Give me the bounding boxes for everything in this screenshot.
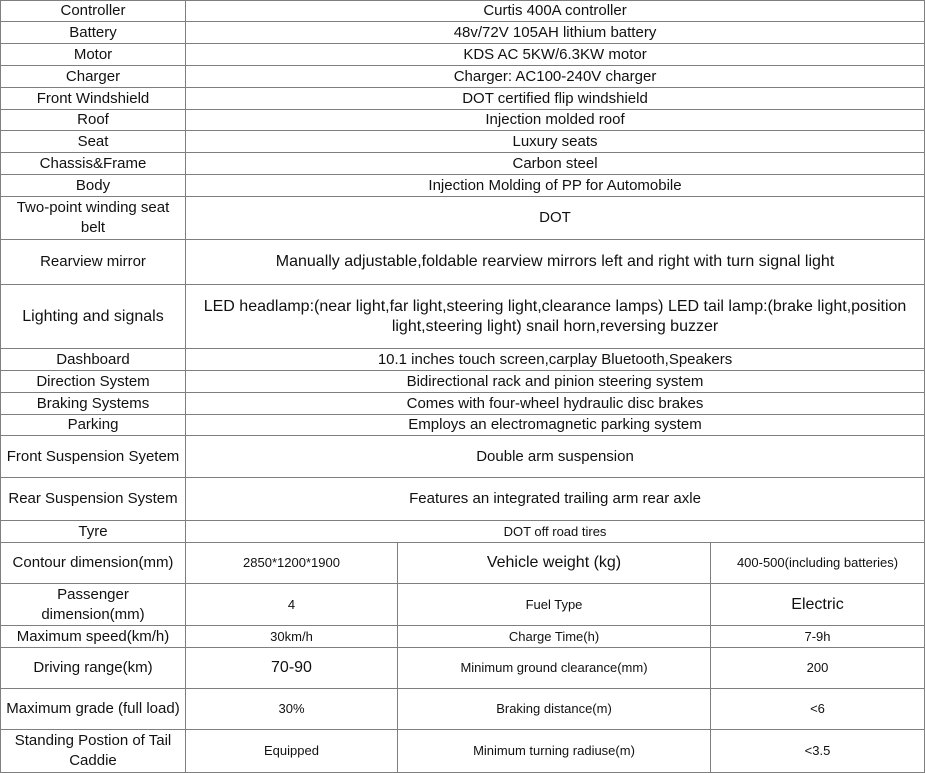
spec-label: Driving range(km) — [1, 648, 186, 689]
spec-label: Standing Postion of Tail Caddie — [1, 730, 186, 773]
table-row — [1, 197, 925, 240]
spec-value: 7-9h — [711, 626, 925, 648]
spec-label: Front Windshield — [1, 88, 186, 110]
spec-label: Maximum grade (full load) — [1, 689, 186, 730]
spec-label: Braking distance(m) — [398, 689, 711, 730]
spec-value: 4 — [186, 584, 398, 626]
spec-value: <6 — [711, 689, 925, 730]
spec-label: Two-point winding seat belt — [1, 197, 186, 240]
spec-label: Dashboard — [1, 349, 186, 371]
spec-label: Braking Systems — [1, 393, 186, 415]
table-row — [1, 153, 925, 175]
spec-label: Lighting and signals — [1, 285, 186, 349]
spec-label: Charger — [1, 66, 186, 88]
table-row — [1, 285, 925, 349]
spec-label: Contour dimension(mm) — [1, 543, 186, 584]
spec-value: 2850*1200*1900 — [186, 543, 398, 584]
spec-label: Direction System — [1, 371, 186, 393]
table-row — [1, 66, 925, 88]
spec-value: 30km/h — [186, 626, 398, 648]
spec-label: Controller — [1, 1, 186, 22]
table-row — [1, 393, 925, 415]
spec-value: Bidirectional rack and pinion steering system — [186, 371, 925, 393]
table-row — [1, 521, 925, 543]
spec-value: 48v/72V 105AH lithium battery — [186, 22, 925, 44]
spec-value: Double arm suspension — [186, 436, 925, 478]
table-row — [1, 371, 925, 393]
spec-value: Electric — [711, 584, 925, 626]
spec-value: 30% — [186, 689, 398, 730]
spec-value: 400-500(including batteries) — [711, 543, 925, 584]
spec-value: 200 — [711, 648, 925, 689]
spec-value: Injection molded roof — [186, 110, 925, 131]
table-row — [1, 436, 925, 478]
table-row — [1, 626, 925, 648]
spec-value: <3.5 — [711, 730, 925, 773]
table-row — [1, 1, 925, 22]
spec-value: Manually adjustable,foldable rearview mirrors left and right with turn signal light — [186, 240, 925, 285]
spec-label: Motor — [1, 44, 186, 66]
table-row — [1, 110, 925, 131]
spec-value: KDS AC 5KW/6.3KW motor — [186, 44, 925, 66]
spec-label: Roof — [1, 110, 186, 131]
table-row — [1, 584, 925, 626]
spec-value: LED headlamp:(near light,far light,steering light,clearance lamps) LED tail lamp:(brake light,position light,steering light) snail horn,reversing buzzer — [186, 285, 925, 349]
table-row — [1, 543, 925, 584]
table-row — [1, 88, 925, 110]
spec-label: Maximum speed(km/h) — [1, 626, 186, 648]
table-row — [1, 240, 925, 285]
spec-label: Minimum ground clearance(mm) — [398, 648, 711, 689]
table-row — [1, 22, 925, 44]
spec-label: Seat — [1, 131, 186, 153]
table-row — [1, 175, 925, 197]
spec-label: Chassis&Frame — [1, 153, 186, 175]
spec-value: DOT certified flip windshield — [186, 88, 925, 110]
spec-label: Vehicle weight (kg) — [398, 543, 711, 584]
spec-label: Front Suspension Syetem — [1, 436, 186, 478]
spec-value: Employs an electromagnetic parking system — [186, 415, 925, 436]
spec-value: Equipped — [186, 730, 398, 773]
spec-value: Carbon steel — [186, 153, 925, 175]
table-row — [1, 730, 925, 773]
spec-label: Passenger dimension(mm) — [1, 584, 186, 626]
spec-value: 10.1 inches touch screen,carplay Bluetooth,Speakers — [186, 349, 925, 371]
spec-label: Fuel Type — [398, 584, 711, 626]
table-row — [1, 648, 925, 689]
spec-value: 70-90 — [186, 648, 398, 689]
table-row — [1, 349, 925, 371]
spec-label: Charge Time(h) — [398, 626, 711, 648]
spec-label: Body — [1, 175, 186, 197]
spec-value: DOT — [186, 197, 925, 240]
table-row — [1, 689, 925, 730]
spec-value: Comes with four-wheel hydraulic disc brakes — [186, 393, 925, 415]
spec-label: Rear Suspension System — [1, 478, 186, 521]
spec-label: Battery — [1, 22, 186, 44]
spec-value: Luxury seats — [186, 131, 925, 153]
spec-label: Minimum turning radiuse(m) — [398, 730, 711, 773]
spec-value: DOT off road tires — [186, 521, 925, 543]
spec-label: Parking — [1, 415, 186, 436]
spec-value: Curtis 400A controller — [186, 1, 925, 22]
table-row — [1, 131, 925, 153]
table-row — [1, 415, 925, 436]
spec-label: Tyre — [1, 521, 186, 543]
spec-value: Features an integrated trailing arm rear axle — [186, 478, 925, 521]
spec-label: Rearview mirror — [1, 240, 186, 285]
spec-value: Charger: AC100-240V charger — [186, 66, 925, 88]
spec-value: Injection Molding of PP for Automobile — [186, 175, 925, 197]
table-row — [1, 478, 925, 521]
table-row — [1, 44, 925, 66]
